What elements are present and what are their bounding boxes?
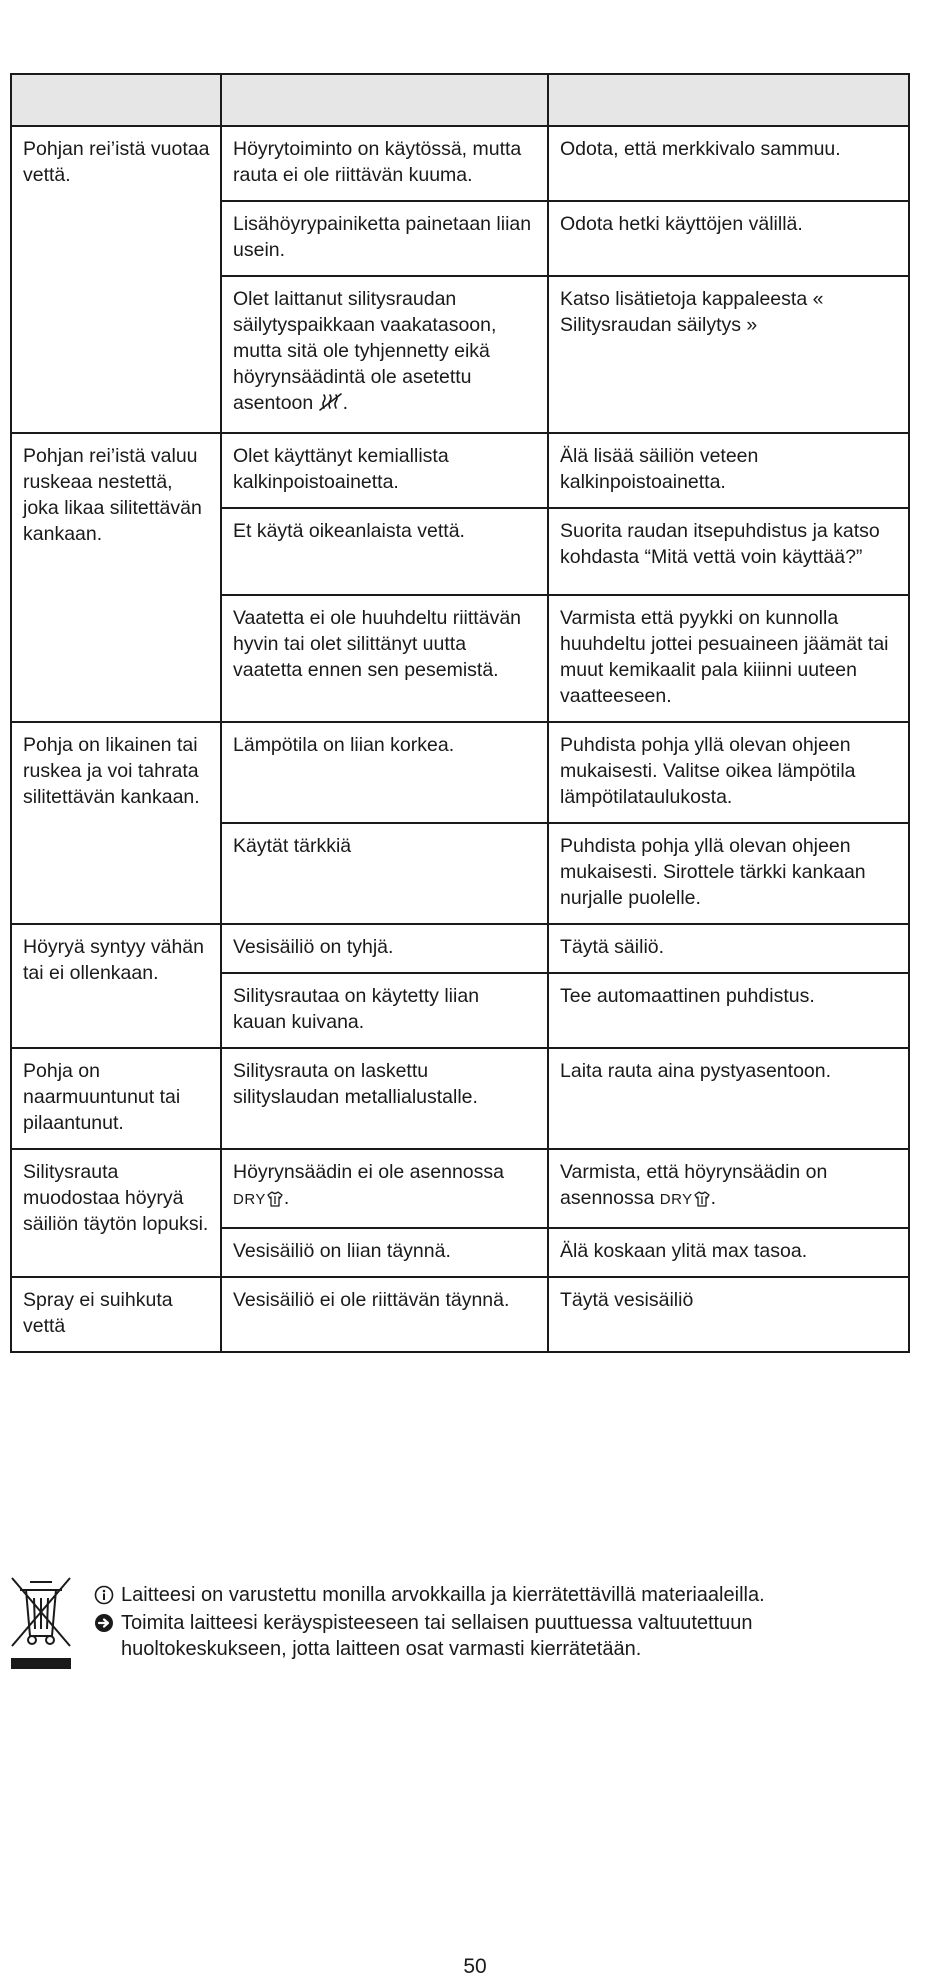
arrow-right-circle-icon <box>94 1613 114 1633</box>
dry-label: DRY <box>233 1191 266 1208</box>
cause-cell: Vesisäiliö on tyhjä. <box>221 924 548 973</box>
solution-cell: Puhdista pohja yllä olevan ohjeen mukaisesti. Sirottele tärkki kankaan nurjalle puolelle. <box>548 823 909 924</box>
table-row <box>11 1277 909 1352</box>
solution-cell: Älä koskaan ylitä max tasoa. <box>548 1228 909 1277</box>
table-row <box>11 1048 909 1149</box>
page-number: 50 <box>463 1955 487 1978</box>
info-circle-icon <box>94 1585 114 1605</box>
solution-cell <box>548 1149 909 1228</box>
solution-cell: Katso lisätietoja kappaleesta « Silitysraudan säilytys » <box>548 276 909 433</box>
cause-cell: Lisähöyrypainiketta painetaan liian usein. <box>221 201 548 276</box>
problem-cell: Spray ei suihkuta vettä <box>11 1277 221 1352</box>
recycling-text: Toimita laitteesi keräyspisteeseen tai sellaisen puuttuessa valtuutettuun huoltokeskukseen, jotta laitteen osat varmasti kierrätetään. <box>121 1612 753 1660</box>
cause-cell: Käytät tärkkiä <box>221 823 548 924</box>
solution-cell: Täytä säiliö. <box>548 924 909 973</box>
solution-cell: Varmista että pyykki on kunnolla huuhdeltu jottei pesuaineen jäämät tai muut kemikaalit pala kiiinni uuteen vaatteeseen. <box>548 595 909 722</box>
table-header-row <box>11 74 909 126</box>
cause-cell: Höyrytoiminto on käytössä, mutta rauta ei ole riittävän kuuma. <box>221 126 548 201</box>
dry-shirt-icon <box>266 1189 284 1215</box>
solution-cell: Älä lisää säiliön veteen kalkinpoistoainetta. <box>548 433 909 508</box>
solution-cell: Odota hetki käyttöjen välillä. <box>548 201 909 276</box>
cause-suffix: . <box>283 1187 290 1209</box>
cause-text: Höyrynsäädin ei ole asennossa <box>233 1161 505 1183</box>
solution-cell: Odota, että merkkivalo sammuu. <box>548 126 909 201</box>
header-cause <box>221 74 548 126</box>
cause-cell: Vesisäiliö ei ole riittävän täynnä. <box>221 1277 548 1352</box>
cause-cell: Vaatetta ei ole huuhdeltu riittävän hyvin tai olet silittänyt uutta vaatetta ennen sen pesemistä. <box>221 595 548 722</box>
cause-cell: Lämpötila on liian korkea. <box>221 722 548 823</box>
header-problem <box>11 74 221 126</box>
troubleshooting-table <box>10 73 910 1353</box>
cause-cell <box>221 276 548 433</box>
cause-cell: Olet käyttänyt kemiallista kalkinpoistoainetta. <box>221 433 548 508</box>
table-row <box>11 924 909 973</box>
dry-label: DRY <box>659 1191 693 1208</box>
problem-cell: Pohjan rei’istä valuu ruskeaa nestettä, joka likaa silitettävän kankaan. <box>11 433 221 722</box>
table-row <box>11 126 909 201</box>
solution-cell: Laita rauta aina pystyasentoon. <box>548 1048 909 1149</box>
problem-cell: Höyryä syntyy vähän tai ei ollenkaan. <box>11 924 221 1048</box>
dry-shirt-icon <box>693 1189 711 1215</box>
cause-suffix: . <box>342 392 349 414</box>
crossed-out-wheelie-bin-icon <box>10 1574 72 1670</box>
cause-cell: Et käytä oikeanlaista vettä. <box>221 508 548 595</box>
cause-cell: Vesisäiliö on liian täynnä. <box>221 1228 548 1277</box>
table-row <box>11 722 909 823</box>
cause-cell <box>221 1149 548 1228</box>
solution-cell: Puhdista pohja yllä olevan ohjeen mukaisesti. Valitse oikea lämpötila lämpötilataulukosta. <box>548 722 909 823</box>
solution-cell: Täytä vesisäiliö <box>548 1277 909 1352</box>
solution-cell: Suorita raudan itsepuhdistus ja katso kohdasta “Mitä vettä voin käyttää?” <box>548 508 909 595</box>
problem-cell: Pohjan rei’istä vuotaa vettä. <box>11 126 221 433</box>
cause-cell: Silitysrauta on laskettu silityslaudan metallialustalle. <box>221 1048 548 1149</box>
no-steam-icon <box>319 391 343 420</box>
recycling-text: Laitteesi on varustettu monilla arvokkailla ja kierrätettävillä materiaaleilla. <box>121 1584 765 1606</box>
solution-suffix: . <box>710 1187 717 1209</box>
solution-cell: Tee automaattinen puhdistus. <box>548 973 909 1048</box>
problem-cell: Pohja on naarmuuntunut tai pilaantunut. <box>11 1048 221 1149</box>
table-row <box>11 1149 909 1228</box>
list-item <box>94 1610 894 1662</box>
recycling-notice <box>94 1582 894 1664</box>
solution-text: Varmista, että höyrynsäädin on asennossa <box>560 1161 828 1209</box>
problem-cell: Pohja on likainen tai ruskea ja voi tahrata silitettävän kankaan. <box>11 722 221 924</box>
cause-text: Olet laittanut silitysraudan säilytyspaikkaan vaakatasoon, mutta sitä ole tyhjennetty eikä höyrynsäädintä ole asetettu asentoon <box>233 288 497 414</box>
header-solution <box>548 74 909 126</box>
problem-cell: Silitysrauta muodostaa höyryä säiliön täytön lopuksi. <box>11 1149 221 1277</box>
list-item <box>94 1582 894 1608</box>
cause-cell: Silitysrautaa on käytetty liian kauan kuivana. <box>221 973 548 1048</box>
table-row <box>11 433 909 508</box>
